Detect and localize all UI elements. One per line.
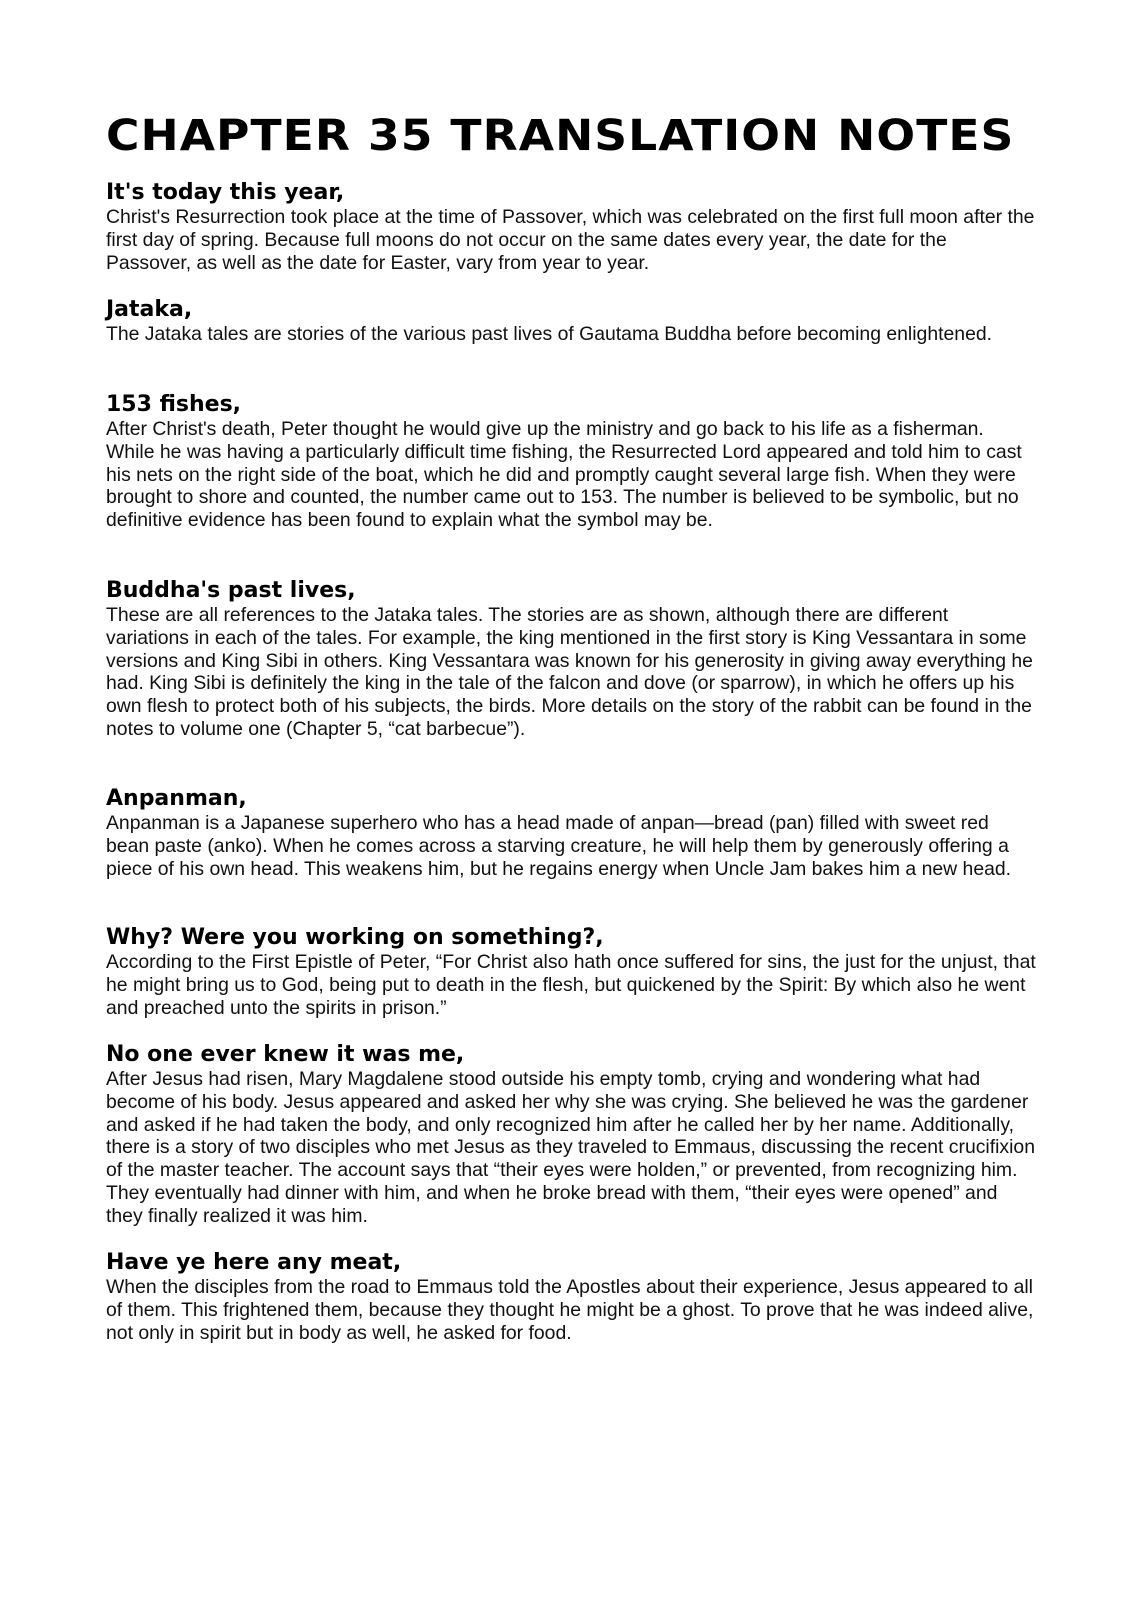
note-heading: Anpanman, xyxy=(106,786,247,811)
note-body: When the disciples from the road to Emmaus told the Apostles about their experience, Jesus appeared to all of them. This frightened them, because they thought he might be a ghost. To prove that he was indeed alive, not only in spirit but in body as well, he asked for food. xyxy=(106,1276,1034,1344)
note-body: These are all references to the Jataka tales. The stories are as shown, although there are different variations in each of the tales. For example, the king mentioned in the first story is King Vessantara in some versions and King Sibi in others. King Vessantara was known for his generosity in giving away everything he had. King Sibi is definitely the king in the tale of the falcon and dove (or sparrow), in which he offers up his own flesh to protect both of his subjects, the birds. More details on the story of the rabbit can be found in the notes to volume one (Chapter 5, “cat barbecue”). xyxy=(106,604,1033,740)
note-heading: Why? Were you working on something?, xyxy=(106,925,604,950)
note-heading: Have ye here any meat, xyxy=(106,1250,402,1275)
note-body: According to the First Epistle of Peter, “For Christ also hath once suffered for sins, the just for the unjust, that he might bring us to God, being put to death in the flesh, but quickened by the Spirit: By which also he went and preached unto the spirits in prison.” xyxy=(106,951,1036,1019)
page-title: CHAPTER 35 TRANSLATION NOTES xyxy=(106,111,1015,161)
note-153-fishes xyxy=(106,392,1036,532)
note-jataka xyxy=(106,297,1036,346)
note-heading: No one ever knew it was me, xyxy=(106,1042,465,1067)
note-working-on-something xyxy=(106,925,1036,1019)
note-body: Christ's Resurrection took place at the time of Passover, which was celebrated on the first full moon after the first day of spring. Because full moons do not occur on the same dates every year, the date for the Passover, as well as the date for Easter, vary from year to year. xyxy=(106,206,1035,274)
note-heading: Jataka, xyxy=(106,297,193,322)
note-heading: Buddha's past lives, xyxy=(106,578,356,603)
note-body: After Christ's death, Peter thought he would give up the ministry and go back to his life as a fisherman. While he was having a particularly difficult time fishing, the Resurrected Lord appeared and told him to cast his nets on the right side of the boat, which he did and promptly caught several large fish. When they were brought to shore and counted, the number came out to 153. The number is believed to be symbolic, but no definitive evidence has been found to explain what the symbol may be. xyxy=(106,418,1022,532)
note-todays-year xyxy=(106,180,1036,274)
note-heading: 153 fishes, xyxy=(106,392,242,417)
note-heading: It's today this year, xyxy=(106,180,345,205)
note-body: Anpanman is a Japanese superhero who has a head made of anpan—bread (pan) filled with sweet red bean paste (anko). When he comes across a starving creature, he will help them by generously offering a piece of his own head. This weakens him, but he regains energy when Uncle Jam bakes him a new head. xyxy=(106,812,1012,880)
note-body: After Jesus had risen, Mary Magdalene stood outside his empty tomb, crying and wondering what had become of his body. Jesus appeared and asked her why she was crying. She believed he was the gardener and asked if he had taken the body, and only recognized him after he called her by her name. Additionally, there is a story of two disciples who met Jesus as they traveled to Emmaus, discussing the recent crucifixion of the master teacher. The account says that “their eyes were holden,” or prevented, from recognizing him. They eventually had dinner with him, and when he broke bread with them, “their eyes were opened” and they finally realized it was him. xyxy=(106,1068,1035,1227)
note-anpanman xyxy=(106,786,1036,880)
note-buddhas-past-lives xyxy=(106,578,1036,741)
note-body: The Jataka tales are stories of the various past lives of Gautama Buddha before becoming enlightened. xyxy=(106,323,993,345)
note-any-meat xyxy=(106,1250,1036,1344)
note-no-one-knew xyxy=(106,1042,1036,1228)
